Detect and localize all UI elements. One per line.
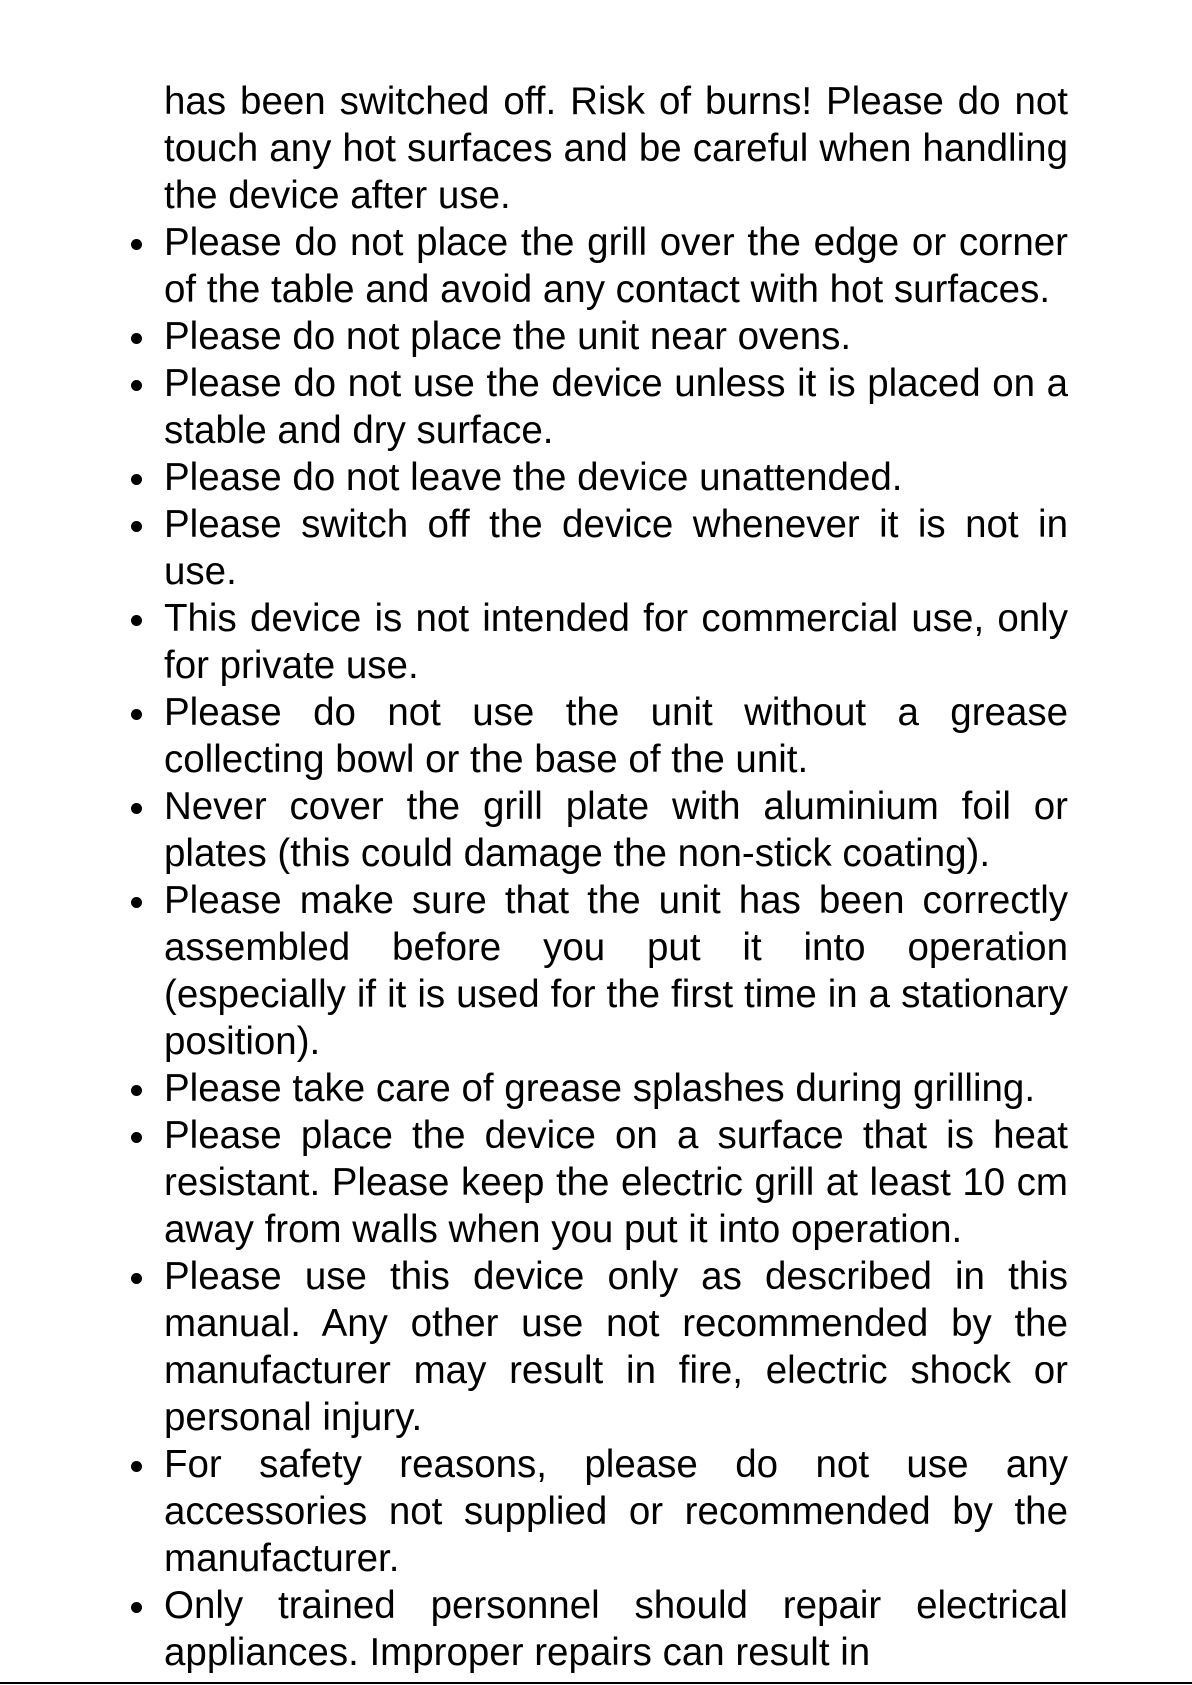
bottom-divider bbox=[0, 1682, 1192, 1684]
safety-instructions bbox=[164, 78, 1068, 1676]
bullet-item-near-ovens: Please do not place the unit near ovens. bbox=[164, 313, 1068, 360]
bullet-item-stable-surface: Please do not use the device unless it is placed on a stable and dry surface. bbox=[164, 362, 1068, 452]
bullet-item-switch-off: Please switch off the device whenever it is not in use. bbox=[164, 503, 1068, 593]
continuation-paragraph: has been switched off. Risk of burns! Please do not touch any hot surfaces and be careful when handling the device after use. bbox=[164, 80, 1068, 217]
bullet-item-unattended: Please do not leave the device unattended. bbox=[164, 454, 1068, 501]
bullet-item-grease-splashes: Please take care of grease splashes during grilling. bbox=[164, 1065, 1068, 1112]
bullet-item-heat-resistant: Please place the device on a surface that is heat resistant. Please keep the electric grill at least 10 cm away from walls when you put it into operation. bbox=[164, 1114, 1068, 1251]
bullet-item-grease-bowl: Please do not use the unit without a grease collecting bowl or the base of the unit. bbox=[164, 691, 1068, 781]
bullet-item-accessories: For safety reasons, please do not use any accessories not supplied or recommended by the manufacturer. bbox=[164, 1443, 1068, 1580]
bullet-item-assembly: Please make sure that the unit has been correctly assembled before you put it into operation (especially if it is used for the first time in a stationary position). bbox=[164, 879, 1068, 1063]
bullet-item-edge-corner: Please do not place the grill over the edge or corner of the table and avoid any contact with hot surfaces. bbox=[164, 221, 1068, 311]
safety-bullet-list bbox=[164, 219, 1068, 1676]
bullet-item-private-use: This device is not intended for commercial use, only for private use. bbox=[164, 597, 1068, 687]
bullet-item-repairs: Only trained personnel should repair electrical appliances. Improper repairs can result in bbox=[164, 1584, 1068, 1674]
bullet-item-aluminium-foil: Never cover the grill plate with aluminium foil or plates (this could damage the non-stick coating). bbox=[164, 785, 1068, 875]
bullet-item-manual-use: Please use this device only as described in this manual. Any other use not recommended by the manufacturer may result in fire, electric shock or personal injury. bbox=[164, 1255, 1068, 1439]
